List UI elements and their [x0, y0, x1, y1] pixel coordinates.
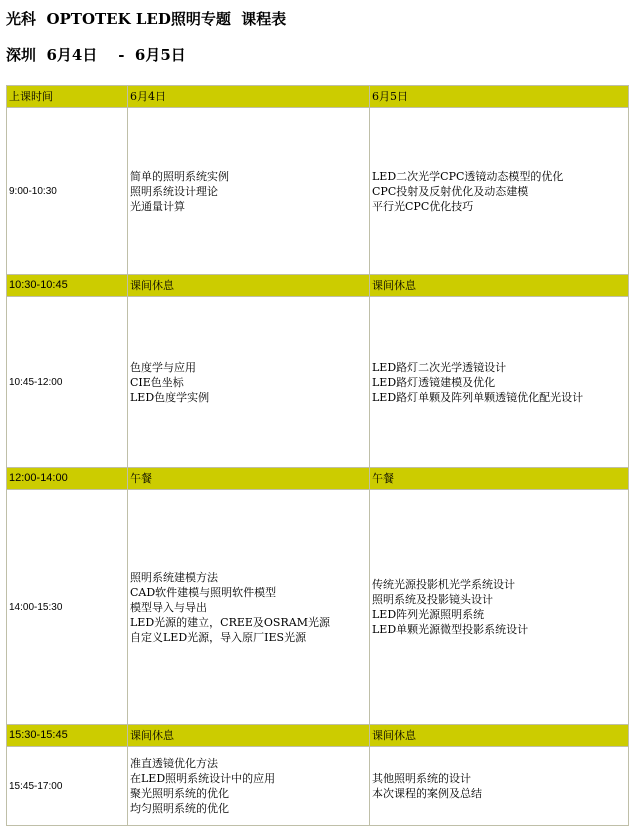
day1-cell [128, 490, 370, 725]
topic-line: LED阵列光源照明系统 [372, 608, 485, 621]
table-row-session-1 [7, 108, 629, 275]
time-cell: 10:30-10:45 [7, 275, 128, 297]
day1-cell [128, 297, 370, 468]
table-row-break [7, 725, 629, 747]
topic-line: CIE色坐标 [130, 375, 184, 389]
schedule-table [6, 85, 629, 826]
break-label: 课间休息 [370, 725, 629, 747]
topic-line: 聚光照明系统的优化 [130, 787, 229, 800]
day1-cell [128, 108, 370, 275]
break-label: 午餐 [128, 468, 370, 490]
topic-line: LED单颗光源微型投影系统设计 [372, 623, 529, 636]
topic-line: 均匀照明系统的优化 [130, 802, 229, 815]
break-label: 午餐 [370, 468, 629, 490]
topic-line: LED路灯二次光学透镜设计 [372, 360, 507, 374]
time-cell: 15:45-17:00 [7, 747, 128, 826]
topic-line: 准直透镜优化方法 [130, 757, 218, 770]
topic-line: LED色度学实例 [130, 390, 210, 404]
page-subtitle: 深圳 6月4日 - 6月5日 [6, 46, 186, 64]
break-label: 课间休息 [370, 275, 629, 297]
topic-line: 在LED照明系统设计中的应用 [130, 772, 276, 785]
header-day1: 6月4日 [128, 86, 370, 108]
page-title: 光科 OPTOTEK LED照明专题 课程表 [6, 10, 287, 28]
break-label: 课间休息 [128, 725, 370, 747]
table-row-session-4 [7, 747, 629, 826]
topic-line: 其他照明系统的设计 [372, 772, 471, 785]
time-cell: 15:30-15:45 [7, 725, 128, 747]
time-cell: 9:00-10:30 [7, 108, 128, 275]
day2-cell [370, 108, 629, 275]
topic-line: LED光源的建立，CREE及OSRAM光源 [130, 615, 330, 629]
time-cell: 12:00-14:00 [7, 468, 128, 490]
table-header-row [7, 86, 629, 108]
time-cell: 10:45-12:00 [7, 297, 128, 468]
topic-line: 照明系统设计理论 [130, 184, 218, 198]
day2-cell [370, 747, 629, 826]
table-row-lunch [7, 468, 629, 490]
topic-line: 本次课程的案例及总结 [372, 787, 482, 800]
topic-line: 自定义LED光源，导入原厂IES光源 [130, 630, 307, 644]
table-row-break [7, 275, 629, 297]
topic-line: 光通量计算 [130, 199, 185, 213]
topic-line: 平行光CPC优化技巧 [372, 199, 474, 213]
header-time: 上课时间 [7, 86, 128, 108]
topic-line: 模型导入与导出 [130, 600, 207, 614]
topic-line: LED路灯单颗及阵列单颗透镜优化配光设计 [372, 390, 584, 404]
break-label: 课间休息 [128, 275, 370, 297]
topic-line: CPC投射及反射优化及动态建模 [372, 184, 529, 198]
topic-line: 简单的照明系统实例 [130, 169, 229, 183]
header-day2: 6月5日 [370, 86, 629, 108]
day2-cell [370, 490, 629, 725]
topic-line: 照明系统及投影镜头设计 [372, 593, 493, 606]
day1-cell [128, 747, 370, 826]
topic-line: LED路灯透镜建模及优化 [372, 375, 496, 389]
topic-line: LED二次光学CPC透镜动态模型的优化 [372, 169, 564, 183]
topic-line: CAD软件建模与照明软件模型 [130, 585, 277, 599]
topic-line: 传统光源投影机光学系统设计 [372, 578, 515, 591]
table-row-session-3 [7, 490, 629, 725]
time-cell: 14:00-15:30 [7, 490, 128, 725]
day2-cell [370, 297, 629, 468]
table-row-session-2 [7, 297, 629, 468]
topic-line: 色度学与应用 [130, 360, 196, 374]
topic-line: 照明系统建模方法 [130, 570, 218, 584]
